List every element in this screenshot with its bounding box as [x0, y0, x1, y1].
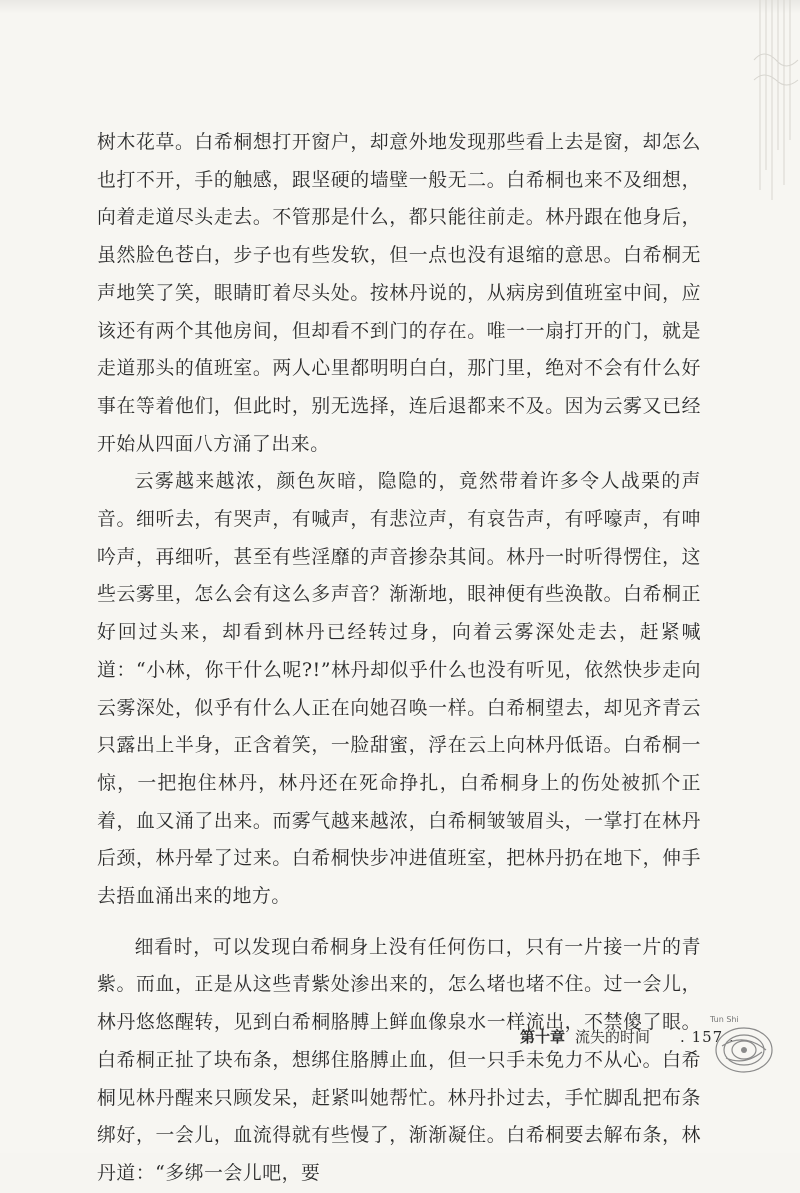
corner-label: Tun Shi [710, 1015, 739, 1024]
page-number: . 157 . [680, 1028, 735, 1046]
paragraph-2: 云雾越来越浓，颜色灰暗，隐隐的，竟然带着许多令人战栗的声音。细听去，有哭声，有喊声，有悲泣声，有哀告声，有呼嚎声，有呻吟声，再细听，甚至有些淫靡的声音掺杂其间。林丹一时听得愣住，这些云雾里，怎么会有这么多声音？渐渐地，眼神便有些涣散。白希桐正好回过头来，却看到林丹已经转过身，向着云雾深处走去，赶紧喊道：“小林，你干什么呢?!”林丹却似乎什么也没有听见，依然快步走向云雾深处，似乎有什么人正在向她召唤一样。白希桐望去，却见齐青云只露出上半身，正含着笑，一脸甜蜜，浮在云上向林丹低语。白希桐一惊，一把抱住林丹，林丹还在死命挣扎，白希桐身上的伤处被抓个正着，血又涌了出来。而雾气越来越浓，白希桐皱皱眉头，一掌打在林丹后颈，林丹晕了过来。白希桐快步冲进值班室，把林丹扔在地下，伸手去捂血涌出来的地方。 [97, 471, 701, 908]
swirl-emblem-icon [708, 1010, 778, 1080]
chapter-title: 流失的时间 [575, 1028, 651, 1046]
corner-ornament-icon [720, 0, 800, 200]
paragraph-3: 细看时，可以发现白希桐身上没有任何伤口，只有一片接一片的青紫。而血，正是从这些青紫处渗出来的，怎么堵也堵不住。过一会儿，林丹悠悠醒转，见到白希桐胳膊上鲜血像泉水一样流出，不禁傻了眼。白希桐正扯了块布条，想绑住胳膊止血，但一只手未免力不从心。白希桐见林丹醒来只顾发呆，赶紧叫她帮忙。林丹扑过去，手忙脚乱把布条绑好，一会儿，血流得就有些慢了，渐渐凝住。白希桐要去解布条，林丹道：“多绑一会儿吧，要 [97, 936, 701, 1184]
chapter-number: 第十章 [520, 1028, 566, 1046]
page-top-shadow [0, 0, 800, 14]
page-footer [520, 1026, 735, 1047]
paragraph-1: 树木花草。白希桐想打开窗户，却意外地发现那些看上去是窗，却怎么也打不开，手的触感，跟坚硬的墙壁一般无二。白希桐也来不及细想，向着走道尽头走去。不管那是什么，都只能往前走。林丹跟在他身后，虽然脸色苍白，步子也有些发软，但一点也没有退缩的意思。白希桐无声地笑了笑，眼睛盯着尽头处。按林丹说的，从病房到值班室中间，应该还有两个其他房间，但却看不到门的存在。唯一一扇打开的门，就是走道那头的值班室。两人心里都明明白白，那门里，绝对不会有什么好事在等着他们，但此时，别无选择，连后退都来不及。因为云雾又已经开始从四面八方涌了出来。 [97, 132, 701, 455]
